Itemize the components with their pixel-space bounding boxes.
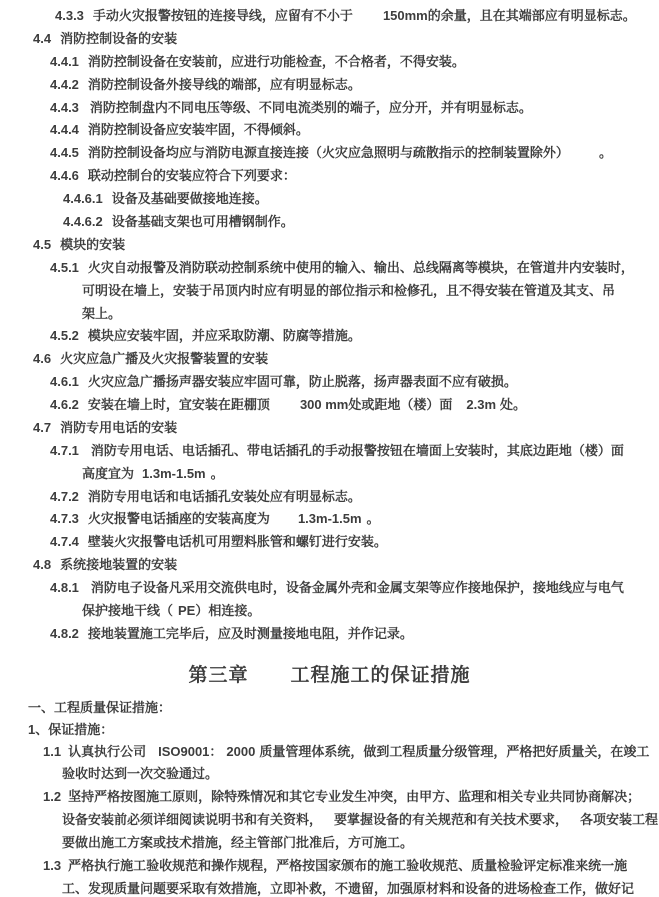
text-run: 4.5: [33, 237, 52, 252]
text-run: 消防专用电话的安装: [60, 420, 178, 435]
text-run: 架上。: [82, 306, 122, 321]
text-run: 接地装置施工完毕后，应及时测量接地电阻，并作记录。: [87, 626, 413, 641]
text-run: 4.4.2: [50, 77, 79, 92]
item-1-title: [28, 722, 113, 738]
text-run: 4.5.2: [50, 328, 79, 343]
text-run: 300 mm: [299, 397, 349, 412]
text-run: 。: [598, 145, 612, 160]
clause-1.2-cont-1: [62, 812, 658, 828]
clause-4.4.5: [50, 145, 612, 161]
text-run: 4.4.3: [50, 100, 79, 115]
clause-4.7.2: [50, 489, 361, 505]
text-run: 消防控制盘内不同电压等级、不同电流类别的端子，应分开，并有明显标志。: [89, 100, 532, 115]
clause-4.8: [33, 557, 177, 573]
text-run: 各项安装工程: [580, 812, 659, 827]
text-run: 4.4: [33, 31, 52, 46]
text-run: 保护接地干线（: [82, 603, 174, 618]
text-run: 4.8.2: [50, 626, 79, 641]
clause-4.6.1: [50, 374, 517, 390]
text-run: 4.4.6.2: [63, 214, 103, 229]
clause-4.4: [33, 31, 177, 47]
text-run: 4.4.4: [50, 122, 79, 137]
text-run: 壁装火灾报警电话机可用塑料胀管和螺钉进行安装。: [87, 534, 387, 549]
text-run: 一、工程质量保证措施：: [28, 700, 172, 715]
text-run: 验收时达到一次交验通过。: [62, 766, 219, 781]
clause-4.5.1-cont-2: [82, 306, 121, 322]
clause-4.4.6.2: [63, 214, 294, 230]
clause-4.8.1-cont: [82, 603, 260, 619]
text-run: 联动控制台的安装应符合下列要求：: [87, 168, 296, 183]
text-run: 4.4.6: [50, 168, 79, 183]
text-run: 4.8.1: [50, 580, 79, 595]
text-run: 设备基础支架也可用槽钢制作。: [111, 214, 294, 229]
text-run: 消防专用电话、电话插孔、带电话插孔的手动报警按钮在墙面上安装时，其底边距地（楼）面: [90, 443, 624, 458]
text-run: 1.2: [43, 789, 62, 804]
text-run: 150mm: [382, 8, 428, 23]
text-run: 要掌握设备的有关规范和有关技术要求，: [334, 812, 569, 827]
text-run: 2.3m: [466, 397, 497, 412]
clause-4.4.6.1: [63, 191, 268, 207]
text-run: 手动火灾报警按钮的连接导线，应留有不小于: [92, 8, 353, 23]
text-run: 火灾应急广播及火灾报警装置的安装: [60, 351, 269, 366]
text-run: 2000: [226, 744, 256, 759]
clause-1.1-cont: [62, 766, 218, 782]
clause-4.4.3: [50, 100, 532, 116]
clause-4.8.2: [50, 626, 413, 642]
section-quality-title: [28, 700, 171, 716]
text-run: 4.6.1: [50, 374, 79, 389]
text-run: 4.4.6.1: [63, 191, 103, 206]
clause-4.6: [33, 351, 268, 367]
text-run: 火灾报警电话插座的安装高度为: [87, 511, 270, 526]
text-run: 。: [366, 511, 380, 526]
text-run: 1.3: [43, 858, 62, 873]
text-run: 4.4.1: [50, 54, 79, 69]
clause-1.2: [43, 789, 640, 805]
text-run: 消防控制设备外接导线的端部，应有明显标志。: [87, 77, 361, 92]
text-run: 处或距地（楼）面: [348, 397, 453, 412]
text-run: 认真执行公司: [68, 744, 147, 759]
text-run: 模块的安装: [60, 237, 126, 252]
clause-4.8.1: [50, 580, 624, 596]
text-run: 坚持严格按图施工原则，除特殊情况和其它专业发生冲突，由甲方、监理和相关专业共同协商解决；: [68, 789, 641, 804]
text-run: 1、保证措施：: [28, 722, 114, 737]
text-run: 1.3m-1.5m: [142, 466, 206, 481]
chapter-heading: [0, 660, 659, 687]
text-run: 高度宜为: [82, 466, 135, 481]
clause-1.2-cont-2: [62, 835, 413, 851]
text-run: 消防电子设备凡采用交流供电时，设备金属外壳和金属支架等应作接地保护，接地线应与电气: [90, 580, 624, 595]
text-run: 4.7.1: [50, 443, 79, 458]
text-run: 4.7.3: [50, 511, 79, 526]
text-run: 安装在墙上时，宜安装在距棚顶: [87, 397, 270, 412]
text-run: 消防控制设备均应与消防电源直接连接（火灾应急照明与疏散指示的控制装置除外）: [87, 145, 569, 160]
text-run: 1.1: [43, 744, 62, 759]
clause-4.7.3: [50, 511, 380, 527]
clause-4.7.1-cont: [82, 466, 224, 482]
chapter-number: 第三章: [188, 665, 249, 686]
text-run: 处。: [500, 397, 527, 412]
clause-4.5: [33, 237, 125, 253]
clause-4.4.2: [50, 77, 361, 93]
text-run: 严格执行施工验收规范和操作规程，严格按国家颁布的施工验收规范、质量检验评定标准来统一施: [68, 858, 628, 873]
text-run: 消防控制设备的安装: [60, 31, 178, 46]
text-run: 火灾自动报警及消防联动控制系统中使用的输入、输出、总线隔离等模块，在管道井内安装时，: [87, 260, 634, 275]
clause-4.5.2: [50, 328, 361, 344]
text-run: 的余量，且在其端部应有明显标志。: [427, 8, 636, 23]
text-run: 4.6.2: [50, 397, 79, 412]
text-run: 4.3.3: [55, 8, 84, 23]
text-run: 4.5.1: [50, 260, 79, 275]
clause-1.1: [43, 744, 649, 760]
clause-4.4.1: [50, 54, 465, 70]
chapter-title: 工程施工的保证措施: [290, 665, 471, 686]
text-run: 质量管理体系统，做到工程质量分级管理，严格把好质量关，在竣工: [259, 744, 650, 759]
text-run: 4.4.5: [50, 145, 79, 160]
text-run: 4.8: [33, 557, 52, 572]
text-run: 可明设在墙上，安装于吊顶内时应有明显的部位指示和检修孔，且不得安装在管道及其支、吊: [82, 283, 616, 298]
clause-1.3: [43, 858, 627, 874]
text-run: PE）相连接。: [178, 603, 261, 618]
clause-1.3-cont: [62, 881, 634, 897]
text-run: 消防专用电话和电话插孔安装处应有明显标志。: [87, 489, 361, 504]
text-run: 模块应安装牢固，并应采取防潮、防腐等措施。: [87, 328, 361, 343]
text-run: 要做出施工方案或技术措施，经主管部门批准后，方可施工。: [62, 835, 414, 850]
text-run: 设备及基础要做接地连接。: [111, 191, 268, 206]
text-run: 4.6: [33, 351, 52, 366]
clause-4.5.1: [50, 260, 634, 276]
text-run: 设备安装前必须详细阅读说明书和有关资料，: [62, 812, 323, 827]
clause-4.7: [33, 420, 177, 436]
text-run: 消防控制设备在安装前，应进行功能检查，不合格者，不得安装。: [87, 54, 465, 69]
clause-4.7.4: [50, 534, 387, 550]
text-run: 。: [210, 466, 224, 481]
text-run: 1.3m-1.5m: [297, 511, 362, 526]
text-run: ISO9001：: [158, 744, 223, 759]
text-run: 工、发现质量问题要采取有效措施，立即补救，不遗留，加强原材料和设备的进场检查工作，做好记: [62, 881, 635, 896]
clause-4.7.1: [50, 443, 624, 459]
text-run: 4.7.2: [50, 489, 79, 504]
text-run: 系统接地装置的安装: [60, 557, 178, 572]
clause-4.6.2: [50, 397, 526, 413]
clause-4.3.3: [55, 8, 636, 24]
text-run: 4.7: [33, 420, 52, 435]
text-run: 4.7.4: [50, 534, 79, 549]
clause-4.4.6: [50, 168, 296, 184]
clause-4.5.1-cont-1: [82, 283, 615, 299]
text-run: 火灾应急广播扬声器安装应牢固可靠，防止脱落，扬声器表面不应有破损。: [87, 374, 517, 389]
text-run: 消防控制设备应安装牢固，不得倾斜。: [87, 122, 309, 137]
clause-4.4.4: [50, 122, 309, 138]
